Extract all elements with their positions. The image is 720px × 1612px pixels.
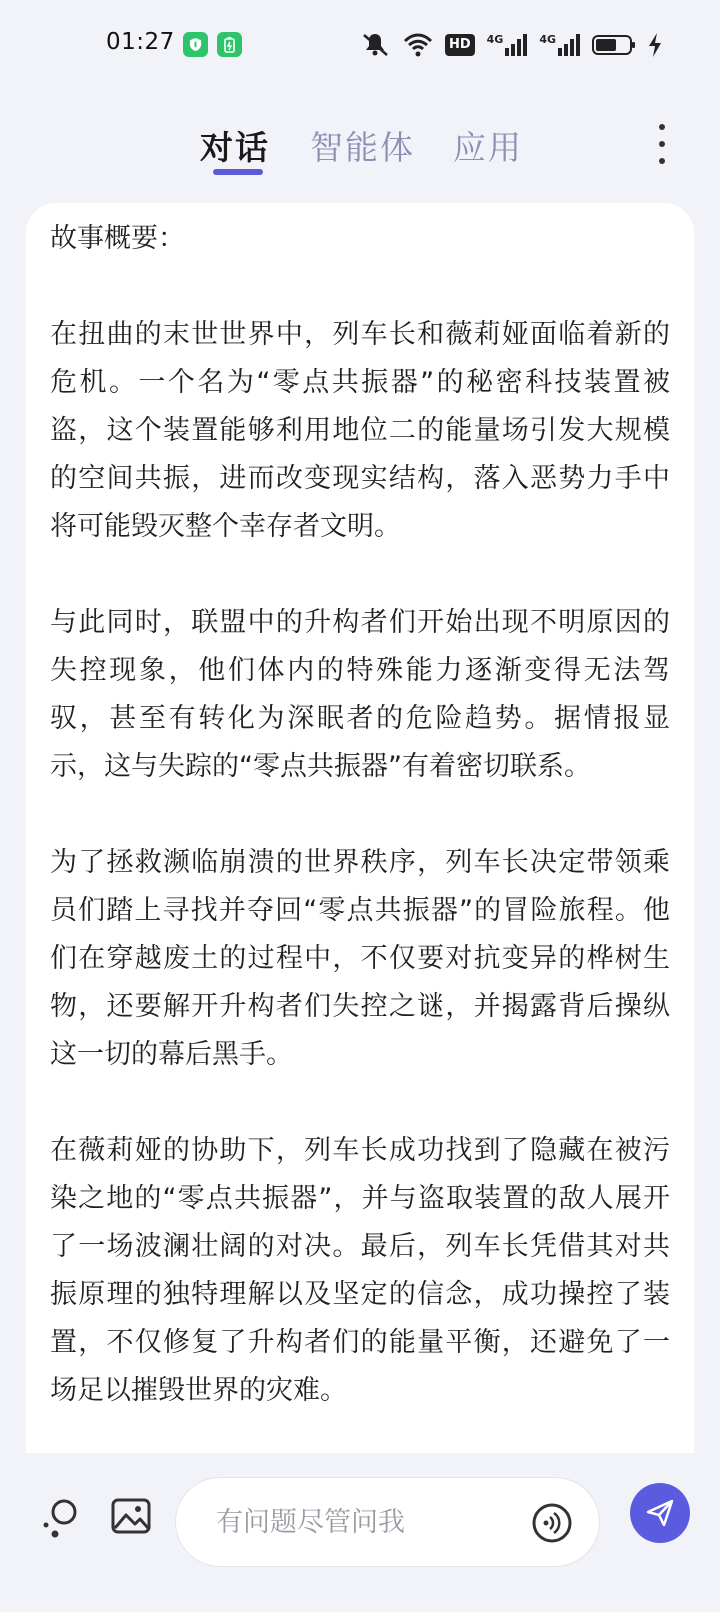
hd-icon: HD [445,34,475,56]
more-menu-icon[interactable] [654,124,670,164]
message-paragraph: 为了拯救濒临崩溃的世界秩序，列车长决定带领乘员们踏上寻找并夺回“零点共振器”的冒险旅程。他们在穿越废土的过程中，不仅要对抗变异的桦树生物，还要解开升构者们失控之谜，并揭露背后操纵这一切的幕后黑手。 [50,847,670,1070]
voice-input-icon[interactable] [531,1502,573,1544]
4g-signal-icon [487,34,528,56]
status-icons [359,30,662,60]
status-bar [0,0,720,90]
bottom-input-bar [0,1453,720,1612]
send-icon [645,1498,675,1528]
message-paragraph: 在扭曲的末世世界中，列车长和薇莉娅面临着新的危机。一个名为“零点共振器”的秘密科技装置被盗，这个装置能够利用地位二的能量场引发大规模的空间共振，进而改变现实结构，落入恶势力手中将可能毁灭整个幸存者文明。 [50,319,670,542]
message-card [26,203,694,1453]
shield-app-icon [183,32,208,57]
image-upload-icon[interactable] [108,1493,154,1539]
tab-active-indicator [213,169,263,175]
tab-agents[interactable]: 智能体 [310,128,415,167]
top-tabs [0,112,720,182]
tab-apps[interactable]: 应用 [453,128,523,167]
message-input[interactable] [216,1500,516,1544]
message-heading: 故事概要： [50,223,185,254]
tab-chat[interactable]: 对话 [200,128,270,167]
message-paragraph: 与此同时，联盟中的升构者们开始出现不明原因的失控现象，他们体内的特殊能力逐渐变得无法驾驭，甚至有转化为深眠者的危险趋势。据情报显示，这与失踪的“零点共振器”有着密切联系。 [50,607,670,782]
status-time: 01:27 [106,29,175,55]
wifi-icon [403,33,433,57]
battery-app-icon [217,32,242,57]
message-content [50,215,670,1453]
send-button[interactable] [630,1483,690,1543]
message-paragraph: 在薇莉娅的协助下，列车长成功找到了隐藏在被污染之地的“零点共振器”，并与盗取装置的敌人展开了一场波澜壮阔的对决。最后，列车长凭借其对共振原理的独特理解以及坚定的信念，成功操控了装置，不仅修复了升构者们的能量平衡，还避免了一场足以摧毁世界的灾难。 [50,1135,670,1406]
message-input-container [175,1477,600,1567]
battery-icon [592,34,636,56]
network-type-label: 4G [486,33,504,46]
4g-signal-icon [539,34,580,56]
mute-icon [359,32,391,58]
explore-icon[interactable] [36,1493,82,1539]
charging-icon [648,33,662,57]
network-type-label: 4G [539,33,556,46]
